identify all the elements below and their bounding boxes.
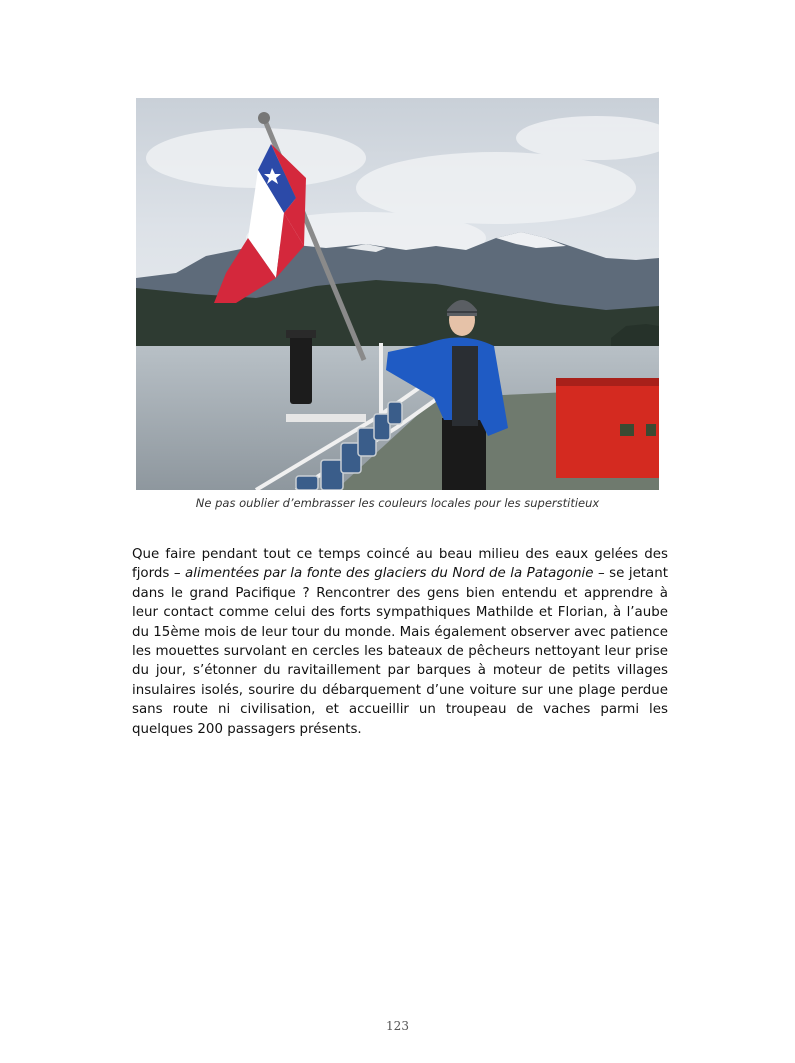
figure-caption: Ne pas oublier d’embrasser les couleurs locales pour les superstitieux bbox=[195, 496, 600, 510]
page-number: 123 bbox=[386, 1019, 409, 1033]
body-text-part-1: Que faire pendant tout ce temps coincé au beau milieu des eaux gelées des fjords – bbox=[132, 547, 668, 582]
photo-ferry-deck bbox=[136, 98, 659, 490]
body-text-italic: alimentées par la fonte des glaciers du Nord de la Patagonie bbox=[185, 566, 594, 582]
body-paragraph bbox=[132, 545, 668, 739]
red-container bbox=[556, 378, 659, 478]
body-text-part-2: – se jetant dans le grand Pacifique ? Rencontrer des gens bien entendu et apprendre à leur contact comme celui des forts sympathiques Mathilde et Florian, à l’aube du 15ème mois de leur tour du monde. Mais également observer avec patience les mouettes survolant en cercles les bateaux de pêcheurs nettoyant leur prise du jour, s’étonner du ravitaillement par barques à moteur de petits villages insulaires isolés, sourire du débarquement d’une voiture sur une plage perdue sans route ni civilisation, et accueillir un troupeau de vaches parmi les quelques 200 passagers présents. bbox=[132, 566, 668, 737]
photo-illustration bbox=[136, 98, 659, 490]
lamp-post bbox=[290, 334, 312, 404]
